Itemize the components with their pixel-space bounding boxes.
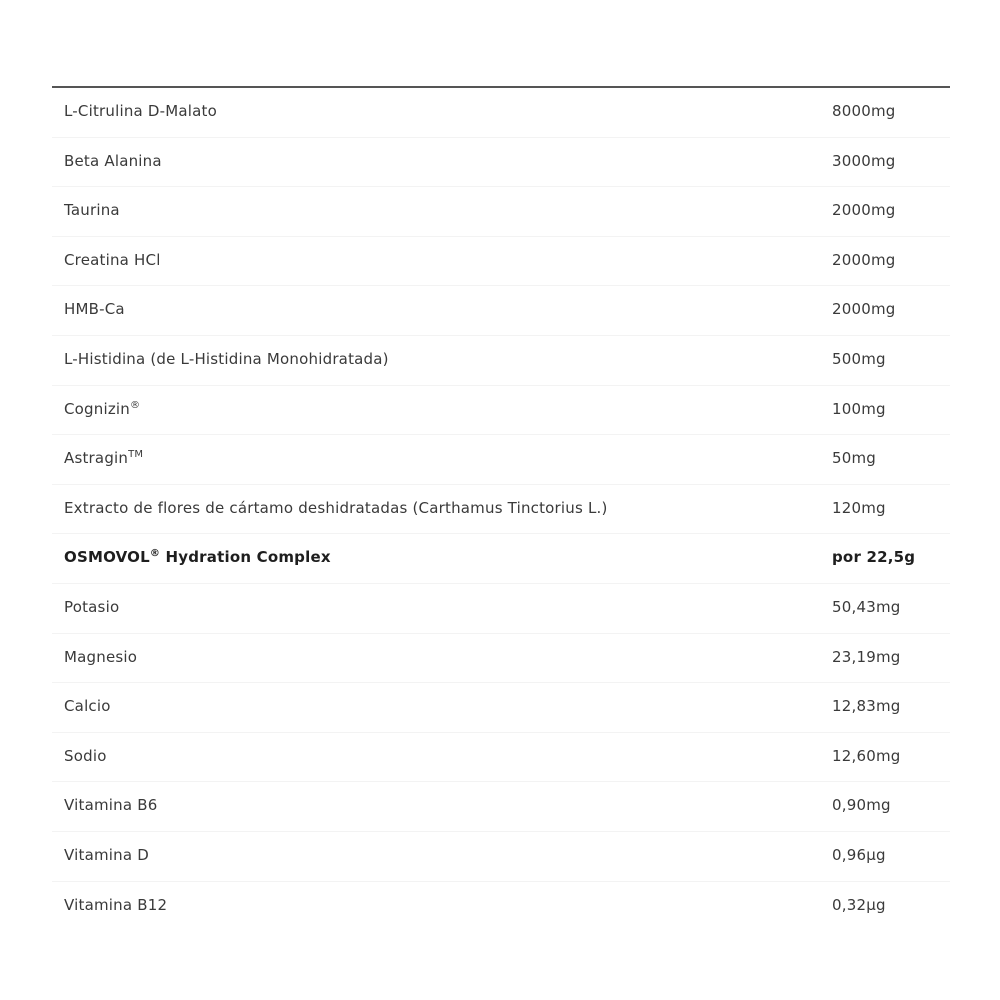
ingredient-amount: 2000mg (832, 201, 896, 220)
table-row (52, 584, 950, 634)
ingredient-amount: 500mg (832, 349, 886, 368)
table-row (52, 386, 950, 436)
ingredient-amount: 23,19mg (832, 647, 901, 666)
table-row (52, 683, 950, 733)
ingredient-name: Vitamina D (64, 845, 149, 864)
ingredient-amount: 0,90mg (832, 796, 891, 815)
table-row (52, 237, 950, 287)
ingredient-name: Sodio (64, 746, 107, 765)
section-header-row (52, 534, 950, 584)
table-row (52, 435, 950, 485)
ingredient-name: Taurina (64, 201, 120, 220)
table-row (52, 782, 950, 832)
ingredient-amount: 50mg (832, 449, 877, 468)
table-row (52, 634, 950, 684)
ingredient-name: Beta Alanina (64, 151, 162, 170)
section-header-name: OSMOVOL® Hydration Complex (64, 548, 331, 567)
table-row (52, 187, 950, 237)
table-row (52, 88, 950, 138)
ingredient-amount: 100mg (832, 399, 886, 418)
ingredient-name: L-Citrulina D-Malato (64, 102, 218, 120)
table-row (52, 832, 950, 882)
ingredient-amount: 12,83mg (832, 697, 901, 716)
nutrition-table (52, 86, 950, 931)
ingredient-name: L-Histidina (de L-Histidina Monohidratada) (64, 349, 389, 368)
table-row (52, 138, 950, 188)
ingredient-amount: 0,96µg (832, 845, 886, 864)
ingredient-name: Astragin™ (64, 449, 144, 468)
ingredient-amount: 8000mg (832, 102, 896, 120)
table-row (52, 336, 950, 386)
ingredient-name: Vitamina B12 (64, 895, 168, 914)
section-header-amount: por 22,5g (832, 548, 916, 567)
ingredient-name: Magnesio (64, 647, 138, 666)
ingredient-name: HMB-Ca (64, 300, 125, 319)
ingredient-amount: 2000mg (832, 250, 896, 269)
ingredient-name: Calcio (64, 697, 111, 716)
ingredient-amount: 2000mg (832, 300, 896, 319)
ingredient-amount: 50,43mg (832, 597, 901, 616)
ingredient-amount: 0,32µg (832, 895, 886, 914)
table-row (52, 485, 950, 535)
registered-mark: ® (130, 399, 141, 411)
table-row (52, 286, 950, 336)
trademark-mark: TM (128, 449, 144, 461)
table-row (52, 882, 950, 932)
ingredient-name: Creatina HCl (64, 250, 161, 269)
ingredient-amount: 3000mg (832, 151, 896, 170)
registered-mark: ® (149, 548, 161, 560)
ingredient-name: Potasio (64, 597, 120, 616)
ingredient-amount: 120mg (832, 498, 886, 517)
table-row (52, 733, 950, 783)
ingredient-amount: 12,60mg (832, 746, 901, 765)
ingredient-name: Extracto de flores de cártamo deshidratadas (Carthamus Tinctorius L.) (64, 498, 608, 517)
ingredient-name: Cognizin® (64, 399, 141, 418)
ingredient-name: Vitamina B6 (64, 796, 158, 815)
